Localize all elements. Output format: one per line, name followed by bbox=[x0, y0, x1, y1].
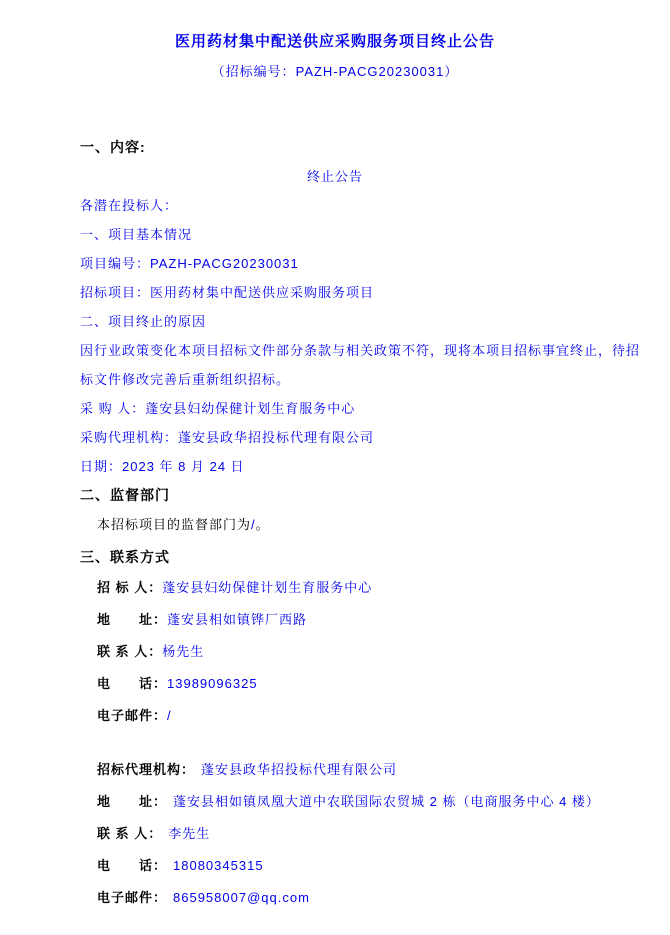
contact-value: 18080345315 bbox=[173, 858, 264, 873]
body-line: 项目编号：PAZH-PACG20230031 bbox=[80, 256, 299, 271]
contact-value: 李先生 bbox=[168, 826, 211, 841]
contact-value: 蓬安县相如镇铧厂西路 bbox=[167, 612, 308, 627]
body-line: 招标项目：医用药材集中配送供应采购服务项目 bbox=[80, 285, 375, 300]
page-title: 医用药材集中配送供应采购服务项目终止公告 bbox=[174, 33, 495, 50]
body-line: 采 购 人：蓬安县妇幼保健计划生育服务中心 bbox=[80, 401, 356, 416]
contact-value: 865958007@qq.com bbox=[173, 890, 310, 905]
supervision-value: / bbox=[251, 517, 256, 532]
supervision-period: 。 bbox=[255, 517, 270, 532]
contact-label: 联 系 人： bbox=[97, 644, 163, 659]
contact-row-tenderer-address bbox=[97, 604, 670, 636]
contact-label: 电子邮件： bbox=[97, 890, 168, 905]
supervision-line bbox=[97, 510, 670, 539]
salutation: 各潜在投标人： bbox=[80, 198, 179, 213]
contact-row-tenderer-name bbox=[97, 572, 670, 604]
contact-value: 13989096325 bbox=[167, 676, 258, 691]
contact-value: / bbox=[167, 708, 172, 723]
body-line: 采购代理机构：蓬安县政华招投标代理有限公司 bbox=[80, 430, 375, 445]
contact-row-agency-phone bbox=[97, 850, 670, 882]
contact-row-agency-email bbox=[97, 882, 670, 914]
supervision-text: 本招标项目的监督部门为 bbox=[97, 517, 252, 532]
contact-label: 招 标 人： bbox=[97, 580, 163, 595]
contact-label: 电 话： bbox=[97, 858, 168, 873]
section3-heading: 三、联系方式 bbox=[80, 549, 170, 565]
contact-value: 蓬安县相如镇凤凰大道中农联国际农贸城 2 栋（电商服务中心 4 楼） bbox=[173, 794, 600, 809]
contact-row-agency-address bbox=[97, 786, 670, 818]
tenderer-contact-block bbox=[0, 572, 670, 732]
body-line: 二、项目终止的原因 bbox=[80, 314, 207, 329]
body-line: 标文件修改完善后重新组织招标。 bbox=[80, 372, 291, 387]
contact-label: 地 址： bbox=[97, 794, 168, 809]
contact-label: 招标代理机构： bbox=[97, 762, 196, 777]
contact-value: 蓬安县妇幼保健计划生育服务中心 bbox=[162, 580, 373, 595]
contact-label: 联 系 人： bbox=[97, 826, 163, 841]
contact-value: 蓬安县政华招投标代理有限公司 bbox=[201, 762, 398, 777]
section1-heading: 一、内容: bbox=[80, 139, 146, 155]
body-line: 因行业政策变化本项目招标文件部分条款与相关政策不符，现将本项目招标事宜终止，待招 bbox=[80, 343, 641, 358]
contact-row-agency-person bbox=[97, 818, 670, 850]
contact-row-tenderer-email bbox=[97, 700, 670, 732]
agency-contact-block bbox=[0, 754, 670, 914]
contact-label: 电子邮件： bbox=[97, 708, 168, 723]
contact-label: 地 址： bbox=[97, 612, 168, 627]
contact-row-tenderer-phone bbox=[97, 668, 670, 700]
notice-title: 终止公告 bbox=[306, 169, 363, 184]
section2-heading: 二、监督部门 bbox=[80, 487, 170, 503]
body-line: 一、项目基本情况 bbox=[80, 227, 193, 242]
contact-row-tenderer-person bbox=[97, 636, 670, 668]
tender-number-subtitle: （招标编号：PAZH-PACG20230031） bbox=[211, 64, 459, 79]
contact-label: 电 话： bbox=[97, 676, 168, 691]
body-line: 日期：2023 年 8 月 24 日 bbox=[80, 459, 245, 474]
contact-row-agency-name bbox=[97, 754, 670, 786]
contact-value: 杨先生 bbox=[162, 644, 205, 659]
